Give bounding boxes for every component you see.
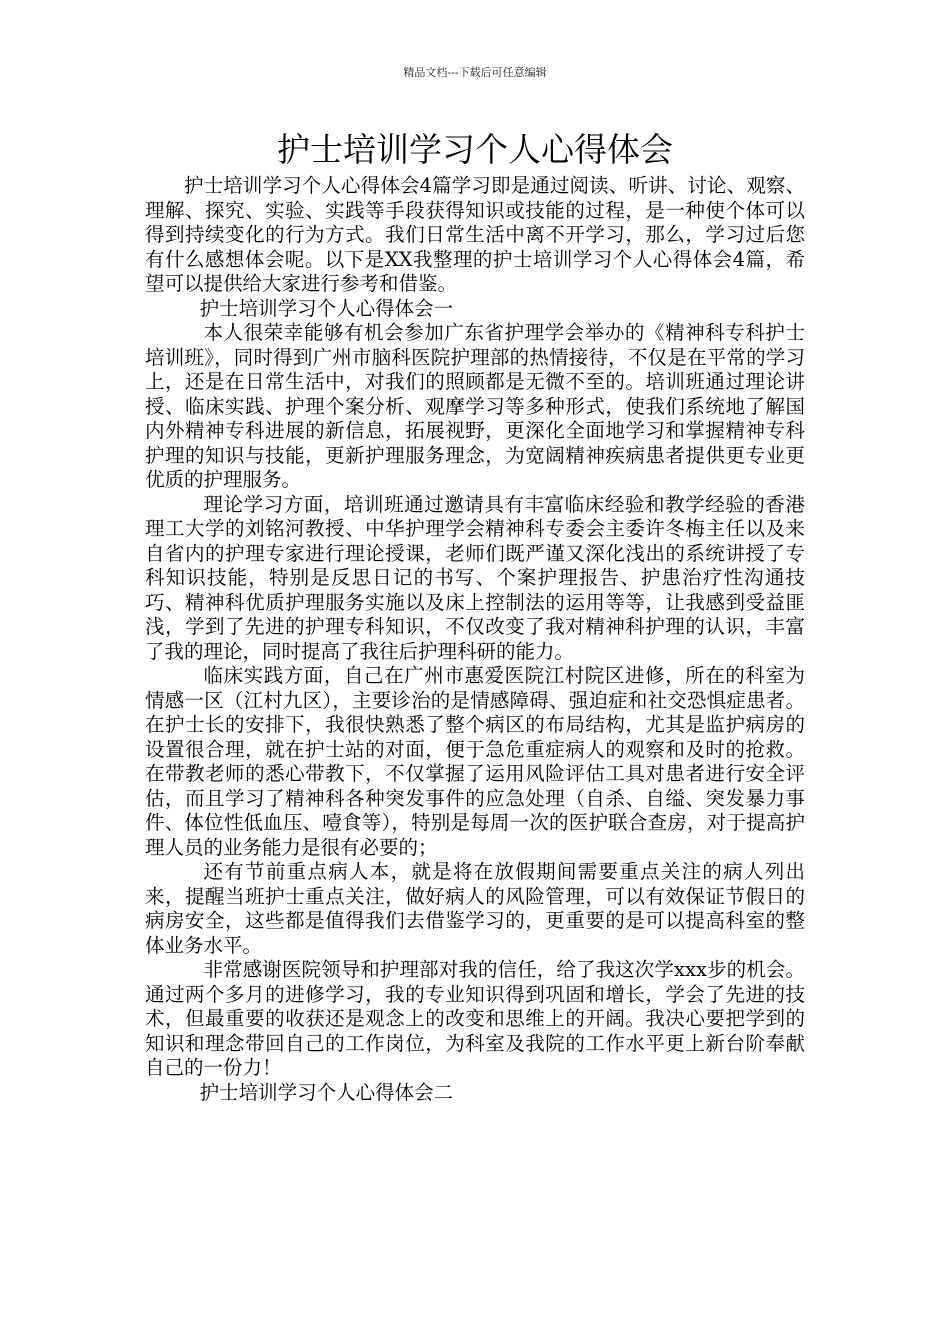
paragraph-2: 理论学习方面，培训班通过邀请具有丰富临床经验和教学经验的香港理工大学的刘铭河教授、中华护理学会精神科专委会主委许冬梅主任以及来自省内的护理专家进行理论授课，老师们既严谨又深化浅出的系统讲授了专科知识技能，特别是反思日记的书写、个案护理报告、护患治疗性沟通技巧、精神科优质护理服务实施以及床上控制法的运用等等，让我感到受益匪浅，学到了先进的护理专科知识，不仅改变了我对精神科护理的认识，丰富了我的理论，同时提高了我往后护理科研的能力。 (145, 492, 805, 663)
paragraph-4: 还有节前重点病人本，就是将在放假期间需要重点关注的病人列出来，提醒当班护士重点关注，做好病人的风险管理，可以有效保证节假日的病房安全，这些都是值得我们去借鉴学习的，更重要的是可以提高科室的整体业务水平。 (145, 860, 805, 957)
section-heading-two: 护士培训学习个人心得体会二 (199, 1080, 454, 1104)
paragraph-5: 非常感谢医院领导和护理部对我的信任，给了我这次学xxx步的机会。通过两个多月的进修学习，我的专业知识得到巩固和增长，学会了先进的技术，但最重要的收获还是观念上的改变和思维上的开阔。我决心要把学到的知识和理念带回自己的工作岗位，为科室及我院的工作水平更上新台阶奉献自己的一份力！ (145, 958, 805, 1079)
section-heading-one: 护士培训学习个人心得体会一 (199, 296, 454, 320)
document-title: 护士培训学习个人心得体会 (277, 130, 673, 169)
paragraph-1: 本人很荣幸能够有机会参加广东省护理学会举办的《精神科专科护士培训班》，同时得到广州市脑科医院护理部的热情接待，不仅是在平常的学习上，还是在日常生活中，对我们的照顾都是无微不至的。培训班通过理论讲授、临床实践、护理个案分析、观摩学习等多种形式，使我们系统地了解国内外精神专科进展的新信息，拓展视野，更深化全面地学习和掌握精神专科护理的知识与技能，更新护理服务理念，为宽阔精神疾病患者提供更专业更优质的护理服务。 (145, 321, 805, 491)
paragraph-3: 临床实践方面，自己在广州市惠爱医院江村院区进修，所在的科室为情感一区（江村九区），主要诊治的是情感障碍、强迫症和社交恐惧症患者。在护士长的安排下，我很快熟悉了整个病区的布局结构，尤其是监护病房的设置很合理，就在护士站的对面，便于急危重症病人的观察和及时的抢救。在带教老师的悉心带教下，不仅掌握了运用风险评估工具对患者进行安全评估，而且学习了精神科各种突发事件的应急处理（自杀、自缢、突发暴力事件、体位性低血压、噎食等），特别是每周一次的医护联合查房，对于提高护理人员的业务能力是很有必要的； (145, 664, 805, 859)
header-note: 精品文档---下载后可任意编辑 (403, 66, 547, 79)
document-body (145, 174, 805, 1105)
intro-paragraph: 护士培训学习个人心得体会4篇学习即是通过阅读、听讲、讨论、观察、理解、探究、实验、实践等手段获得知识或技能的过程，是一种使个体可以得到持续变化的行为方式。我们日常生活中离不开学习，那么，学习过后您有什么感想体会呢。以下是XX我整理的护士培训学习个人心得体会4篇，希望可以提供给大家进行参考和借鉴。 (145, 174, 805, 295)
